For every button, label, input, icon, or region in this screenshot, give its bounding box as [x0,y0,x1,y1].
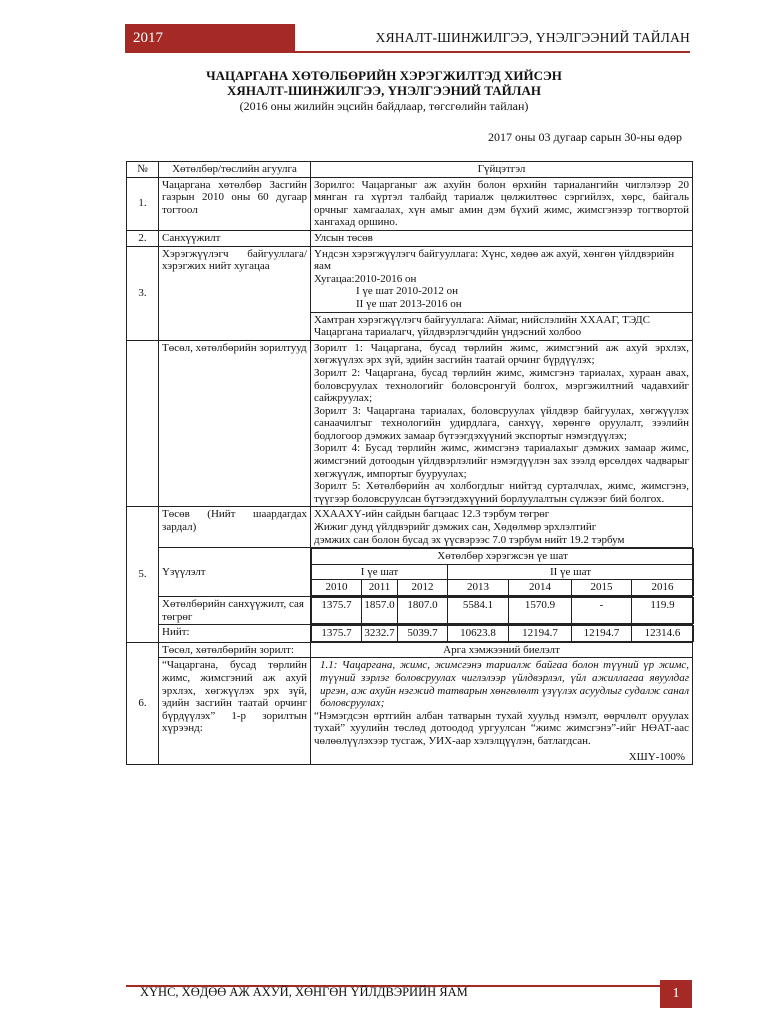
total-cell: 10623.8 [448,626,509,642]
stage-2: II үе шат 2013-2016 он [356,297,462,310]
row-topic: Санхүүжилт [159,230,311,246]
header-divider [125,51,690,53]
table-header-row [127,162,693,178]
title-line-2: ХЯНАЛТ-ШИНЖИЛГЭЭ, ҮНЭЛГЭЭНИЙ ТАЙЛАН [227,83,541,98]
table-row [127,177,693,230]
main-implementer: Үндсэн хэрэгжүүлэгч байгууллага: Хүнс, хөдөө аж ахуй, хөнгөн үйлдвэрийн яам [314,247,675,273]
result: “Нэмэгдсэн өртгийн албан татварын тухай хуульд нэмэлт, өөрчлөлт оруулах тухай” хуулийн төслөд дотоодод ургуулсан “жимс жимсгэнэ”-ийг НӨАТ-аас чөлөөлүүлэхээр тусгаж, УИХ-аар хэлэлцүүлэн, батлагдсан. [314,709,689,747]
row-text [311,246,693,312]
year-cell: 2015 [572,580,632,596]
stage-2-label: II үе шат [448,564,694,580]
objective-1: Зорилт 1: Чацаргана, бусад төрлийн жимс, жимсгэний аж ахуй эрхлэх, хөгжүүлэх эрх зүй, эдийн засгийн таатай орчинг бүрдүүлэх; [314,341,689,367]
table-row [127,548,693,597]
budget-line: дэмжих сан болон бусад эх үүсвэрээс 7.0 тэрбум нийт 19.2 тэрбум [314,533,625,546]
budget-line: ХХААХҮ-ийн сайдын багцаас 12.3 тэрбум төгрөг [314,508,550,521]
stage-1: I үе шат 2010-2012 он [356,285,458,298]
funding-cell: - [572,598,632,624]
year-cell: 2013 [448,580,509,596]
table-row [127,230,693,246]
row-number: 1. [127,177,159,230]
total-cell: 5039.7 [398,626,448,642]
row-number: 6. [127,642,159,764]
measure: 1.1: Чацаргана, жимс, жимсгэнэ тариалж байгаа болон түүний үр жимс, түүний зэрлэг боловсруулах чиглэлээр үйлдвэрлэл, үйл ажиллагаа явуулдаг иргэн, аж ахуйн нэгжид татварын хөнгөлөлт үзүүлэх асуудлыг судалж санал боловсруулах; [320,659,689,710]
header-year: 2017 [125,24,295,52]
funding-cell: 1857.0 [362,598,398,624]
funding-label: Хөтөлбөрийн санхүүжилт, сая төгрөг [159,597,311,625]
execution-head: Арга хэмжээний биелэлт [311,642,693,658]
implementation-header: Хөтөлбөр хэрэгжсэн үе шат [312,549,694,565]
funding-cell: 119.9 [632,598,694,624]
partners: Хамтран хэрэгжүүлэгч байгууллага: Аймаг, нийслэлийн ХХААГ, ТЭДС Чацаргана тариалагч, үйлдвэрлэгчдийн үндэсний холбоо [311,312,693,340]
budget-line: Жижиг дунд үйлдвэрийг дэмжих сан, Хөдөлмөр эрхлэлтийг [314,521,597,534]
funding-values [311,597,693,625]
budget-text [311,507,693,548]
objective-head: Төсөл, хөтөлбөрийн зорилт: [159,642,311,658]
total-cell: 3232.7 [362,626,398,642]
objective-3: Зорилт 3: Чацаргана тариалах, боловсруулах үйлдвэр байгуулах, хөгжүүлэх санаачилгыг технологийн удирдлага, санхүү, хөрөнгө оруулалт, зээлийн бодлогоор дэмжих замаар бүтээгдэхүүний экспортыг нэмэгдүүлэх; [314,404,689,442]
header-execution: Гүйцэтгэл [311,162,693,178]
stage-header [311,548,693,597]
row-number [127,340,159,507]
year-cell: 2012 [398,580,448,596]
objective-2: Зорилт 2: Чацаргана, бусад төрлийн жимс, жимсгэнэ тариалах, хураан авах, боловсруулах технологийг боловсронгуй болгох, мэргэжилтний чадавхийг сайжруулах; [314,366,689,405]
document-title [0,68,768,98]
period: Хугацаа:2010-2016 он [314,272,417,285]
row-topic: Төсөл, хөтөлбөрийн зорилтууд [159,340,311,507]
year-cell: 2016 [632,580,694,596]
row-text [311,658,693,765]
total-cell: 12194.7 [572,626,632,642]
indicator-label: Үзүүлэлт [159,548,311,597]
total-label: Нийт: [159,625,311,643]
page-number: 1 [660,980,692,1008]
year-cell: 2010 [312,580,362,596]
row-topic: Хэрэгжүүлэгч байгууллага/ хэрэгжих нийт хугацаа [159,246,311,340]
table-row [127,340,693,507]
table-row [127,625,693,643]
header-topic: Хөтөлбөр/төслийн агуулга [159,162,311,178]
table-row [127,507,693,548]
total-values [311,625,693,643]
row-topic: “Чацаргана, бусад төрлийн жимс, жимсгэний аж ахуй эрхлэх, хөгжүүлэх эрх зүй, эдийн засгийн таатай орчинг бүрдүүлэх” 1-р зорилтын хүрээнд: [159,658,311,765]
table-row [127,597,693,625]
total-cell: 1375.7 [312,626,362,642]
table-row [127,246,693,312]
header-number: № [127,162,159,178]
document-date: 2017 оны 03 дугаар сарын 30-ны өдөр [487,130,682,144]
header-title: ХЯНАЛТ-ШИНЖИЛГЭЭ, ҮНЭЛГЭЭНИЙ ТАЙЛАН [375,30,690,45]
objective-5: Зорилт 5: Хөтөлбөрийн ач холбогдлыг нийтэд сурталчлах, жимс, жимсгэнэ, түүгээр боловсруулсан бүтээгдэхүүний борлуулалтын сүлжээг бий болгох. [314,480,689,505]
row-number: 2. [127,230,159,246]
row-number: 3. [127,246,159,340]
row-number: 5. [127,507,159,642]
report-table [126,161,693,765]
total-cell: 12194.7 [509,626,572,642]
table-row [127,642,693,658]
score: ХШҮ-100% [628,750,685,763]
row-topic: Чацаргана хөтөлбөр Засгийн газрын 2010 оны 60 дугаар тогтоол [159,177,311,230]
document-subtitle: (2016 оны жилийн эцсийн байдлаар, төгсгөлийн тайлан) [239,99,529,113]
funding-cell: 1375.7 [312,598,362,624]
objectives [311,340,693,507]
funding-cell: 1807.0 [398,598,448,624]
title-line-1: ЧАЦАРГАНА ХӨТӨЛБӨРИЙН ХЭРЭГЖИЛТЭД ХИЙСЭН [206,68,562,83]
row-text: Зорилго: Чацарганыг аж ахуйн болон өрхийн тариалангийн чиглэлээр 20 мянган га хүртэл талбайд тариалж цөлжилтөөс сэргийлэх, хөрс, байгаль орчныг хамгаалах, хүн амыг амин дэм бүхий жимс, жимсгэнээр тогтвортой хангахад оршино. [311,177,693,230]
row-text: Улсын төсөв [311,230,693,246]
funding-cell: 5584.1 [448,598,509,624]
footer-ministry: ХҮНС, ХӨДӨӨ АЖ АХУЙ, ХӨНГӨН ҮЙЛДВЭРИЙН ЯАМ [140,985,468,999]
year-cell: 2014 [509,580,572,596]
funding-cell: 1570.9 [509,598,572,624]
budget-topic: Төсөв (Нийт шаардагдах зардал) [159,507,311,548]
total-cell: 12314.6 [632,626,694,642]
table-row [127,658,693,765]
objective-4: Зорилт 4: Бусад төрлийн жимс, жимсгэнэ тариалахыг дэмжих замаар жимс, жимсгэний дотоодын үйлдвэрлэлийг нэмэгдүүлэн зах зээлд өрсөлдөх чадварыг хөгжүүлж, импортыг бууруулах; [314,442,689,480]
stage-1-label: I үе шат [312,564,448,580]
year-cell: 2011 [362,580,398,596]
